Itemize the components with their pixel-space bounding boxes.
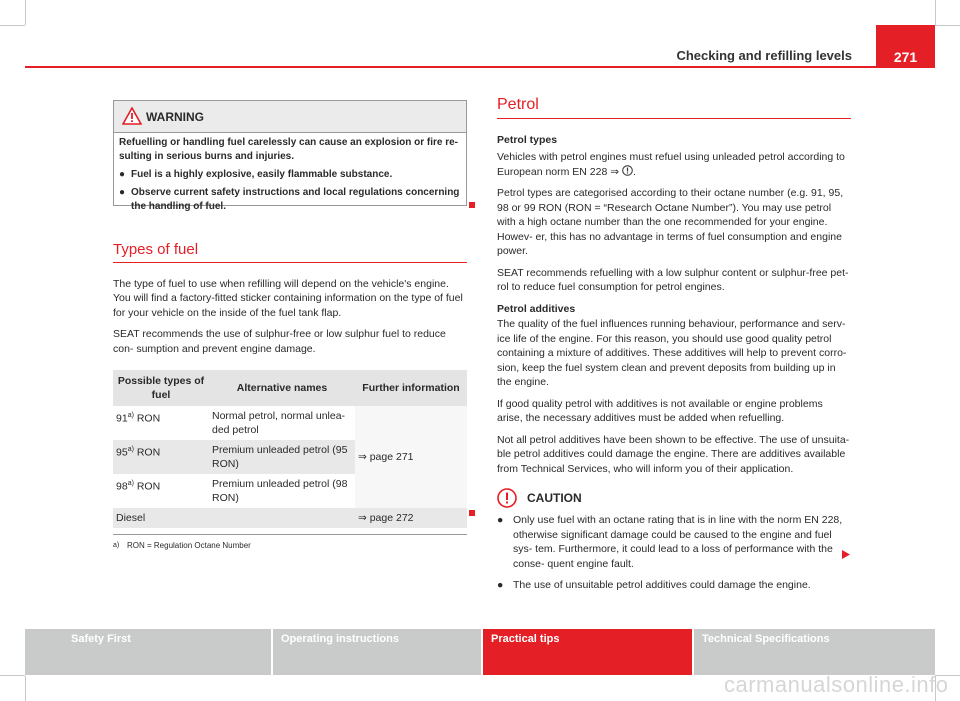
warning-bullet: ● Fuel is a highly explosive, easily flammable substance. — [119, 169, 393, 180]
caution-heading: CAUTION — [527, 490, 582, 505]
table-header: Further information — [355, 370, 467, 406]
section-title: Types of fuel — [113, 241, 199, 258]
paragraph: The quality of the fuel influences running behaviour, performance and serv- ice life of the engine. For this reason, you should use good quality petrol containing a mixture of additives. These additives will help to prevent corro- sion, keep the fuel system clean and prevent deposits from building up in the engine. — [497, 318, 847, 388]
table-header: Alternative names — [209, 370, 355, 406]
caution-ref-icon[interactable] — [622, 165, 633, 176]
table-row: Diesel ⇒ page 272 — [113, 508, 467, 528]
watermark: carmanualsonline.info — [724, 672, 949, 697]
crop-mark — [0, 25, 25, 26]
paragraph: Petrol types are categorised according to their octane number (e.g. 91, 95, 98 or 99 RON (RON = “Research Octane Number”). You may use petrol with a high octane number than the one recommended for your engine. Howev- er, this has no advantage in terms of fuel consumption and engine power. — [497, 187, 844, 257]
footnote: a) RON = Regulation Octane Number — [113, 534, 467, 554]
caution-bullet: ● The use of unsuitable petrol additives could damage the engine. — [497, 579, 811, 591]
table-row: 91$^{a)}$ RON Normal petrol, normal unlea- ded petrol ⇒ page 271 — [113, 406, 467, 440]
crop-mark — [0, 675, 25, 676]
table-header: Possible types of fuel — [113, 370, 209, 406]
crop-mark — [25, 676, 26, 701]
subheading: Petrol additives — [497, 302, 576, 315]
subheading: Petrol types — [497, 133, 558, 146]
table-row: 98$^{a)}$ RON Premium unleaded petrol (98 RON) — [116, 478, 348, 504]
fuel-table — [113, 370, 467, 528]
caution-bullet: ● Only use fuel with an octane rating that is in line with the norm EN 228, otherwise significant damage could be caused to the engine and fuel sys- tem. Furthermore, it could lead to a loss of performance with the conse- quent engine fault. — [497, 514, 843, 570]
warning-bullet: ● Observe current safety instructions and local regulations concerning the handling of fuel. — [119, 187, 460, 212]
paragraph: SEAT recommends refuelling with a low sulphur content or sulphur-free pet- rol to reduce fuel consumption for petrol engines. — [497, 266, 849, 293]
warning-triangle-icon — [122, 107, 142, 125]
paragraph: If good quality petrol with additives is not available or engine problems arise, the necessary additives must be added when refuelling. — [497, 397, 823, 424]
paragraph: Vehicles with petrol engines must refuel using unleaded petrol according to European norm EN 228 ⇒ . — [497, 151, 845, 178]
footer-tab-practical-tips[interactable]: Practical tips — [483, 629, 692, 675]
continue-arrow-icon — [842, 550, 850, 559]
paragraph: SEAT recommends the use of sulphur-free or low sulphur fuel to reduce con- sumption and prevent engine damage. — [113, 328, 446, 355]
crop-mark — [935, 0, 936, 25]
warning-intro: Refuelling or handling fuel carelessly can cause an explosion or fire re- sulting in serious burns and injuries. — [119, 137, 458, 162]
petrol-section — [497, 98, 851, 593]
paragraph: Not all petrol additives have been shown to be effective. The use of unsuita- ble petrol additives could damage the engine. There are additives available from Technical Services, who will inform you of their application. — [497, 433, 850, 475]
footer-tab-technical-specifications[interactable]: Technical Specifications — [694, 629, 935, 675]
warning-box — [113, 100, 467, 212]
end-marker — [469, 510, 475, 516]
types-of-fuel-section — [113, 243, 467, 554]
section-title: Petrol — [497, 96, 539, 113]
page-link[interactable]: ⇒ page 271 — [355, 406, 467, 508]
paragraph: The type of fuel to use when refilling will depend on the vehicle's engine. You will find a factory-fitted sticker containing information on the type of fuel for your vehicle on the inside of the fuel tank flap. — [113, 277, 463, 319]
end-marker — [469, 202, 475, 208]
section-rule — [497, 118, 851, 119]
caution-icon — [497, 488, 517, 508]
warning-body — [114, 133, 466, 217]
warning-header — [114, 101, 466, 133]
footer-tab-operating-instructions[interactable]: Operating instructions — [273, 629, 481, 675]
crop-mark — [935, 25, 960, 26]
page-number: 271 — [876, 25, 935, 68]
caution-header — [497, 488, 851, 508]
footer-tab-safety-first[interactable]: Safety First — [25, 629, 271, 675]
table-row: 95$^{a)}$ RON Premium unleaded petrol (95 RON) — [113, 440, 467, 474]
header-rule — [25, 66, 935, 68]
warning-heading: WARNING — [146, 109, 204, 124]
header-title: Checking and refilling levels — [676, 48, 852, 63]
page-link[interactable]: ⇒ page 272 — [355, 508, 467, 528]
section-rule — [113, 262, 467, 263]
crop-mark — [25, 0, 26, 25]
